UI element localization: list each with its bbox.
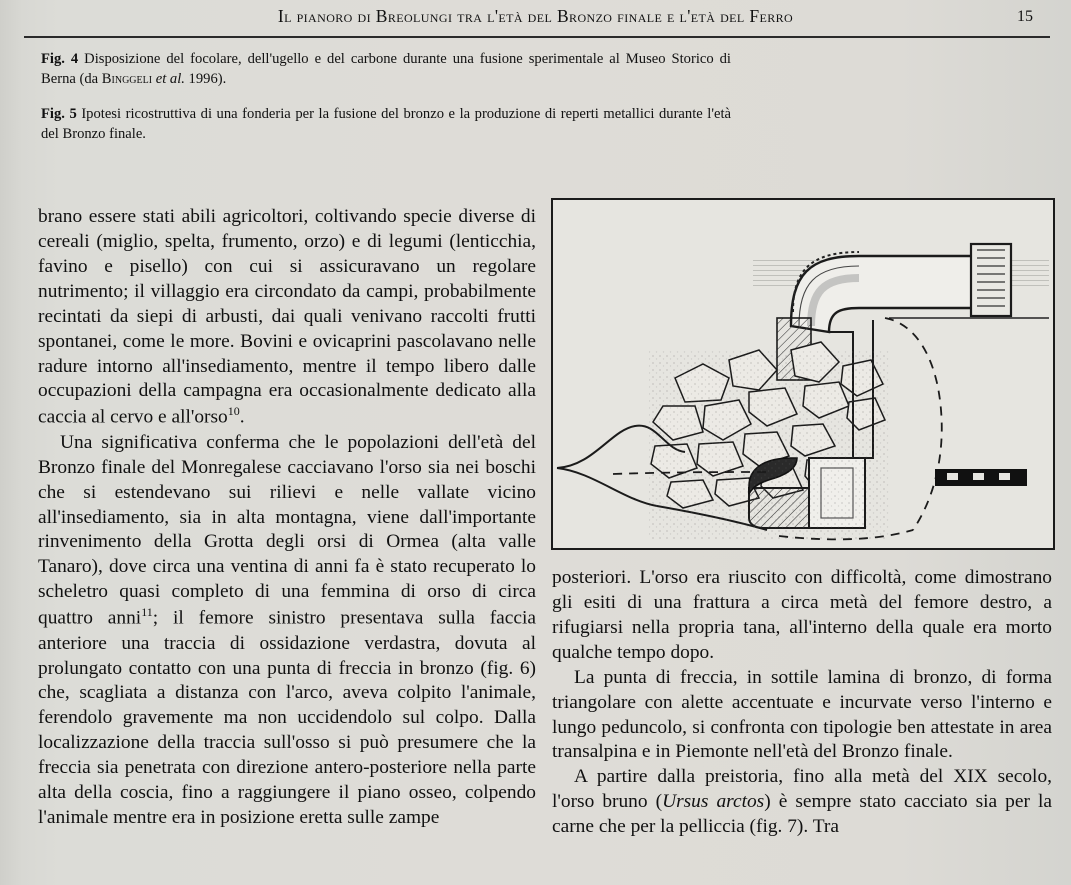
caption-label: Fig. 4 xyxy=(41,51,79,67)
paragraph-text-cont: ; il femore sinistro presentava sulla faccia anteriore una traccia di ossidazione verdastra, dovuta al prolungato contatto con una punta di freccia in bronzo (fig. 6) che, scagliata a distanza con l'arco, aveva colpito l'animale, ferendolo gravemente ma non uccidendolo sul colpo. Dalla localizzazione della traccia sull'osso si può presumere che la freccia sia penetrata con direzione antero-posteriore nella parte alta della coscia, fino a raggiungere il piano osseo, colpendo l'animale mentre era in posizione eretta sulle zampe xyxy=(38,607,536,829)
footnote-marker: 10 xyxy=(227,404,240,419)
paragraph xyxy=(552,765,1052,840)
figure-captions xyxy=(41,50,731,161)
paragraph: La punta di freccia, in sottile lamina di bronzo, di forma triangolare con alette accentuate e incurvate verso l'interno e lungo peduncolo, si confronta con tipologie ben attestate in area transalpina e in Piemonte nell'età del Bronzo finale. xyxy=(552,666,1052,763)
caption-fig-4 xyxy=(41,50,731,89)
header-rule xyxy=(24,36,1050,38)
body-column-right xyxy=(552,566,1052,840)
caption-etal: et al. xyxy=(152,70,185,87)
running-head xyxy=(0,6,1071,27)
species-name: Ursus arctos xyxy=(662,791,765,813)
caption-author: Binggeli xyxy=(101,70,153,87)
paragraph-text-cont: ) è sempre stato cacciato sia per la carne che per la pelliccia (fig. 7). Tra xyxy=(552,791,1052,838)
paragraph: brano essere stati abili agricoltori, coltivando specie diverse di cereali (miglio, spelta, frumento, orzo) e di legumi (lenticchia, favino e pisello) con cui si assicuravano un regolare nutrimento; il villaggio era circondato da campi, probabilmente recintati da siepi di arbusti, dai quali venivano raccolti frutti spontanei, come le more. Bovini e ovicaprini pascolavano nelle radure intorno all'insediamento, mentre il tempo libero dalle occupazioni della campagna era occasionalmente dedicato alla caccia al cervo e all'orso$^{10}$. xyxy=(38,206,536,428)
paragraph-text: A partire dalla preistoria, fino alla metà del XIX secolo, l'orso bruno ( xyxy=(552,766,1052,813)
page-number: 15 xyxy=(1017,8,1033,25)
caption-text: Ipotesi ricostruttiva di una fonderia per la fusione del bronzo e la produzione di reperti metallici durante l'età del Bronzo finale. xyxy=(41,106,731,143)
figure-fig-5 xyxy=(551,198,1055,550)
page-title: Il pianoro di Breolungi tra l'età del Bronzo finale e l'età del Ferro xyxy=(277,6,794,26)
footnote-marker: 11 xyxy=(141,605,153,620)
body-column-left xyxy=(38,205,536,831)
paragraph xyxy=(38,431,536,831)
caption-text: Disposizione del focolare, dell'ugello e del carbone durante una fusione sperimentale al Museo Storico di Berna (da xyxy=(41,51,731,87)
paragraph-text: Una significativa conferma che le popolazioni dell'età del Bronzo finale del Monregalese cacciavano l'orso sia nei boschi che si estendevano sui rilievi e nelle vallate vicino all'insediamento, sia in alta montagna, viene dall'importante rinvenimento della Grotta degli orsi di Ormea (alta valle Tanaro), dove circa una ventina di anni fa è stato recuperato lo scheletro quasi completo di una femmina di orso di circa quattro anni xyxy=(38,431,536,629)
caption-text-end: 1996). xyxy=(184,70,227,87)
paragraph: posteriori. L'orso era riuscito con difficoltà, come dimostrano gli esiti di una frattura a circa metà del femore destro, a rifugiarsi nella propria tana, all'interno della quale era morto qualche tempo dopo. xyxy=(552,567,1052,663)
caption-fig-5 xyxy=(41,105,731,144)
caption-label: Fig. 5 xyxy=(41,106,77,123)
paragraph-text: brano essere stati abili agricoltori, coltivando specie diverse di cereali (miglio, spelta, frumento, orzo) e di legumi (lenticchia, favino e pisello) con cui si assicuravano un regolare nutrimento; il villaggio era circondato da campi, probabilmente recintati da siepi di arbusti, dai quali venivano raccolti frutti spontanei, come le more. Bovini e ovicaprini pascolavano nelle radure intorno all'insediamento, mentre il tempo libero dalle occupazioni della campagna era occasionalmente dedicato alla caccia al cervo e all'orso xyxy=(38,206,536,428)
fonderia-drawing xyxy=(553,200,1049,544)
scale-bar xyxy=(935,469,1027,486)
